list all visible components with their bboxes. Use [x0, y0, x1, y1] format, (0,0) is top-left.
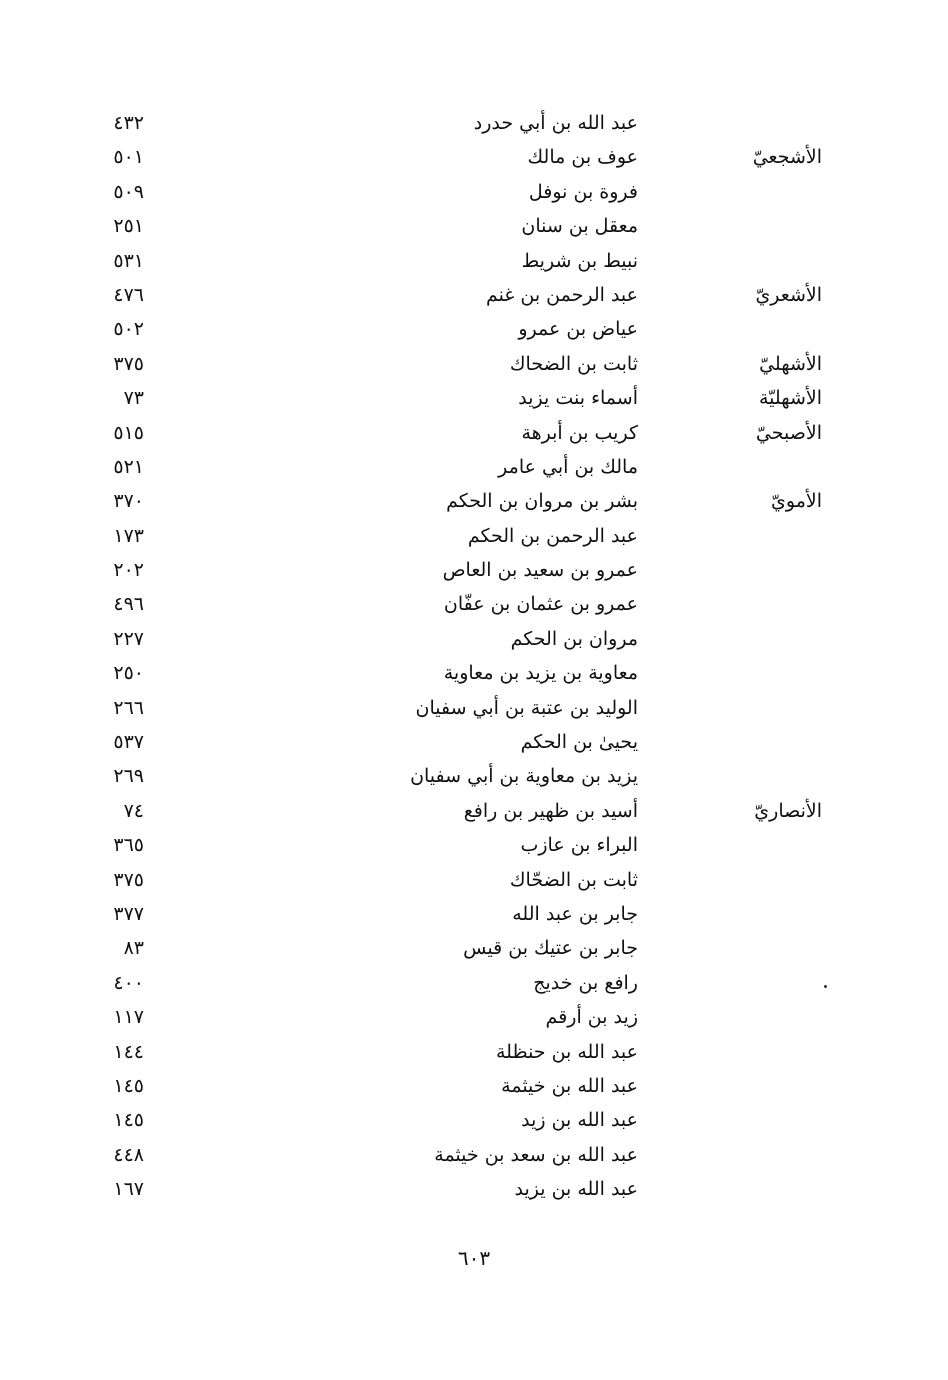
- index-list: [0, 108, 948, 1209]
- index-entry-row: [0, 108, 948, 142]
- person-name: جابر بن عتيك بن قيس: [463, 937, 638, 960]
- person-name: عمرو بن عثمان بن عفّان: [443, 593, 638, 616]
- index-entry-row: [0, 486, 948, 520]
- ink-speck: [824, 985, 827, 988]
- person-name: يحيىٰ بن الحكم: [520, 731, 638, 754]
- nisba-label: الأشعريّ: [755, 283, 822, 306]
- person-name: أسماء بنت يزيد: [518, 387, 638, 410]
- page-reference: ٥٠٢: [113, 318, 144, 341]
- index-entry-row: [0, 865, 948, 899]
- page-reference: ١٧٣: [113, 524, 144, 547]
- page-reference: ١٤٥: [113, 1074, 144, 1097]
- page-reference: ٥٣٧: [113, 731, 144, 754]
- page-reference: ٤٤٨: [113, 1143, 144, 1166]
- person-name: عمرو بن سعيد بن العاص: [442, 559, 638, 582]
- page-reference: ٢٢٧: [113, 627, 144, 650]
- page-reference: ٣٧٥: [113, 868, 144, 891]
- person-name: عبد الله بن يزيد: [514, 1178, 638, 1201]
- person-name: عبد الله بن زيد: [521, 1109, 638, 1132]
- person-name: عبد الله بن خيثمة: [501, 1074, 638, 1097]
- page-reference: ١٤٥: [113, 1109, 144, 1132]
- page-reference: ٢٥١: [113, 215, 144, 238]
- page-reference: ٢٠٢: [113, 559, 144, 582]
- person-name: عبد الرحمن بن غنم: [486, 283, 638, 306]
- person-name: الوليد بن عتبة بن أبي سفيان: [415, 696, 638, 719]
- index-entry-row: [0, 246, 948, 280]
- page-reference: ٣٧٥: [113, 352, 144, 375]
- page-reference: ٢٦٦: [113, 696, 144, 719]
- nisba-label: الأمويّ: [771, 490, 822, 513]
- page-reference: ١٤٤: [113, 1040, 144, 1063]
- page-reference: ٧٤: [123, 799, 144, 822]
- index-entry-row: [0, 1071, 948, 1105]
- index-entry-row: [0, 142, 948, 176]
- index-entry-row: [0, 383, 948, 417]
- index-entry-row: [0, 555, 948, 589]
- page-reference: ٥٠١: [113, 146, 144, 169]
- index-entry-row: [0, 933, 948, 967]
- index-entry-row: [0, 727, 948, 761]
- index-entry-row: [0, 693, 948, 727]
- person-name: نبيط بن شريط: [521, 249, 638, 272]
- page-reference: ٢٥٠: [113, 662, 144, 685]
- nisba-label: الأنصاريّ: [754, 799, 822, 822]
- person-name: معقل بن سنان: [521, 215, 638, 238]
- person-name: عبد الله بن حنظلة: [496, 1040, 638, 1063]
- person-name: عبد الله بن سعد بن خيثمة: [434, 1143, 638, 1166]
- page-reference: ١٦٧: [113, 1178, 144, 1201]
- person-name: ثابت بن الضحاك: [509, 352, 638, 375]
- person-name: جابر بن عبد الله: [512, 902, 638, 925]
- person-name: زيد بن أرقم: [545, 1006, 638, 1029]
- page-reference: ٥٢١: [113, 455, 144, 478]
- index-entry-row: [0, 796, 948, 830]
- page-reference: ٤٩٦: [113, 593, 144, 616]
- page-reference: ٤٣٢: [113, 112, 144, 134]
- page-reference: ٤٧٦: [113, 283, 144, 306]
- person-name: عياض بن عمرو: [518, 318, 638, 341]
- page-reference: ٨٣: [123, 937, 144, 960]
- page-reference: ٧٣: [123, 387, 144, 410]
- page-reference: ٥١٥: [113, 421, 144, 444]
- nisba-label: الأشهليّ: [759, 352, 822, 375]
- page-reference: ٢٦٩: [113, 765, 144, 788]
- page-reference: ٥٣١: [113, 249, 144, 272]
- person-name: عبد الله بن أبي حدرد: [473, 112, 638, 134]
- index-entry-row: [0, 1002, 948, 1036]
- page-reference: ٥٠٩: [113, 180, 144, 203]
- person-name: ثابت بن الضحّاك: [509, 868, 638, 891]
- nisba-label: الأشهليّة: [758, 387, 822, 410]
- page-reference: ٣٧٠: [113, 490, 144, 513]
- person-name: مالك بن أبي عامر: [498, 455, 638, 478]
- index-entry-row: [0, 968, 948, 1002]
- index-entry-row: [0, 1140, 948, 1174]
- index-entry-row: [0, 589, 948, 623]
- index-entry-row: [0, 624, 948, 658]
- person-name: بشر بن مروان بن الحكم: [446, 490, 638, 513]
- index-entry-row: [0, 830, 948, 864]
- person-name: البراء بن عازب: [520, 834, 638, 857]
- page-reference: ٤٠٠: [113, 971, 144, 994]
- person-name: أسيد بن ظهير بن رافع: [463, 799, 638, 822]
- index-entry-row: [0, 418, 948, 452]
- nisba-label: الأصبحيّ: [755, 421, 822, 444]
- person-name: كريب بن أبرهة: [521, 421, 638, 444]
- index-entry-row: [0, 314, 948, 348]
- index-entry-row: [0, 761, 948, 795]
- person-name: عوف بن مالك: [527, 146, 638, 169]
- index-entry-row: [0, 211, 948, 245]
- index-entry-row: [0, 658, 948, 692]
- index-entry-row: [0, 452, 948, 486]
- person-name: عبد الرحمن بن الحكم: [467, 524, 638, 547]
- index-entry-row: [0, 177, 948, 211]
- page-reference: ٣٦٥: [113, 834, 144, 857]
- index-entry-row: [0, 899, 948, 933]
- person-name: فروة بن نوفل: [528, 180, 638, 203]
- person-name: معاوية بن يزيد بن معاوية: [443, 662, 638, 685]
- person-name: مروان بن الحكم: [510, 627, 638, 650]
- nisba-label: الأشجعيّ: [752, 146, 822, 169]
- person-name: يزيد بن معاوية بن أبي سفيان: [410, 765, 638, 788]
- index-entry-row: [0, 521, 948, 555]
- person-name: رافع بن خديج: [533, 971, 638, 994]
- index-entry-row: [0, 1105, 948, 1139]
- index-entry-row: [0, 349, 948, 383]
- index-entry-row: [0, 1037, 948, 1071]
- page-reference: ١١٧: [113, 1006, 144, 1029]
- index-entry-row: [0, 280, 948, 314]
- page-number: ٦٠٣: [457, 1246, 491, 1270]
- page-reference: ٣٧٧: [113, 902, 144, 925]
- index-entry-row: [0, 1174, 948, 1208]
